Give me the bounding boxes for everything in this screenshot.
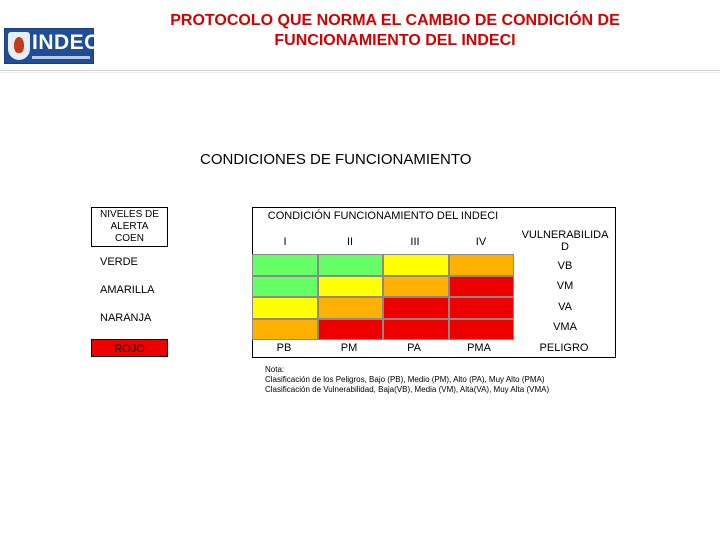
- matrix-cell-r2-c4: [449, 276, 515, 298]
- vulnerability-header-line-1: VULNERABILIDA: [521, 229, 609, 241]
- header-divider: [0, 70, 720, 71]
- note-label: Nota:: [265, 365, 285, 374]
- matrix-cell-r3-c3: [383, 297, 449, 319]
- hazard-pm: PM: [340, 342, 358, 354]
- level-naranja: NARANJA: [91, 312, 168, 326]
- column-iv: IV: [475, 236, 487, 248]
- matrix-cell-r3-c2: [318, 297, 384, 319]
- hazard-pb: PB: [276, 342, 292, 354]
- vulnerability-header-line-2: D: [561, 241, 569, 253]
- levels-header-line-2: ALERTA: [110, 221, 149, 232]
- column-i: I: [283, 236, 287, 248]
- matrix-cell-r2-c2: [318, 276, 384, 298]
- matrix-cell-r4-c4: [449, 319, 515, 341]
- levels-header-line-3: COEN: [115, 233, 144, 244]
- hazard-header: PELIGRO: [539, 342, 589, 354]
- matrix-cell-r2-c1: [252, 276, 318, 298]
- level-rojo: ROJO: [91, 339, 168, 357]
- section-subtitle: CONDICIONES DE FUNCIONAMIENTO: [200, 151, 472, 168]
- level-amarilla: AMARILLA: [91, 284, 168, 298]
- level-verde: VERDE: [91, 256, 168, 270]
- note: [265, 365, 549, 395]
- matrix-title: CONDICIÓN FUNCIONAMIENTO DEL INDECI: [267, 210, 499, 222]
- hazard-pma: PMA: [467, 342, 491, 354]
- vulnerability-vm: VM: [556, 280, 574, 292]
- title-line-1: PROTOCOLO QUE NORMA EL CAMBIO DE CONDICIÓN DE: [170, 12, 620, 29]
- logo-text: INDECI: [32, 31, 107, 54]
- vulnerability-va: VA: [558, 301, 572, 313]
- vulnerability-header: [514, 229, 616, 253]
- indeci-emblem-icon: [8, 32, 30, 60]
- levels-header-line-1: NIVELES DE: [100, 209, 159, 220]
- matrix-cell-r4-c3: [383, 319, 449, 341]
- logo-tagline-bar: [32, 56, 90, 59]
- column-iii: III: [410, 236, 420, 248]
- matrix-cell-r2-c3: [383, 276, 449, 298]
- matrix-cell-r1-c2: [318, 254, 384, 276]
- matrix-cell-r4-c1: [252, 319, 318, 341]
- indeci-logo: [4, 28, 107, 64]
- matrix-cell-r3-c1: [252, 297, 318, 319]
- matrix-cell-r4-c2: [318, 319, 384, 341]
- column-ii: II: [346, 236, 354, 248]
- levels-header: [91, 207, 168, 247]
- matrix-cell-r1-c4: [449, 254, 515, 276]
- vulnerability-vb: VB: [557, 260, 573, 272]
- note-line-1: Clasificación de los Peligros, Bajo (PB), Medio (PM), Alto (PA), Muy Alto (PMA): [265, 375, 545, 384]
- header-divider-shadow: [0, 72, 720, 73]
- matrix-cell-r1-c1: [252, 254, 318, 276]
- title-line-2: FUNCIONAMIENTO DEL INDECI: [274, 32, 516, 49]
- matrix-cell-r3-c4: [449, 297, 515, 319]
- matrix-cell-r1-c3: [383, 254, 449, 276]
- page-title: [110, 11, 680, 51]
- note-line-2: Clasificación de Vulnerabilidad, Baja(VB), Media (VM), Alta(VA), Muy Alta (VMA): [265, 385, 550, 394]
- vulnerability-vma: VMA: [553, 321, 577, 333]
- hazard-pa: PA: [407, 342, 421, 354]
